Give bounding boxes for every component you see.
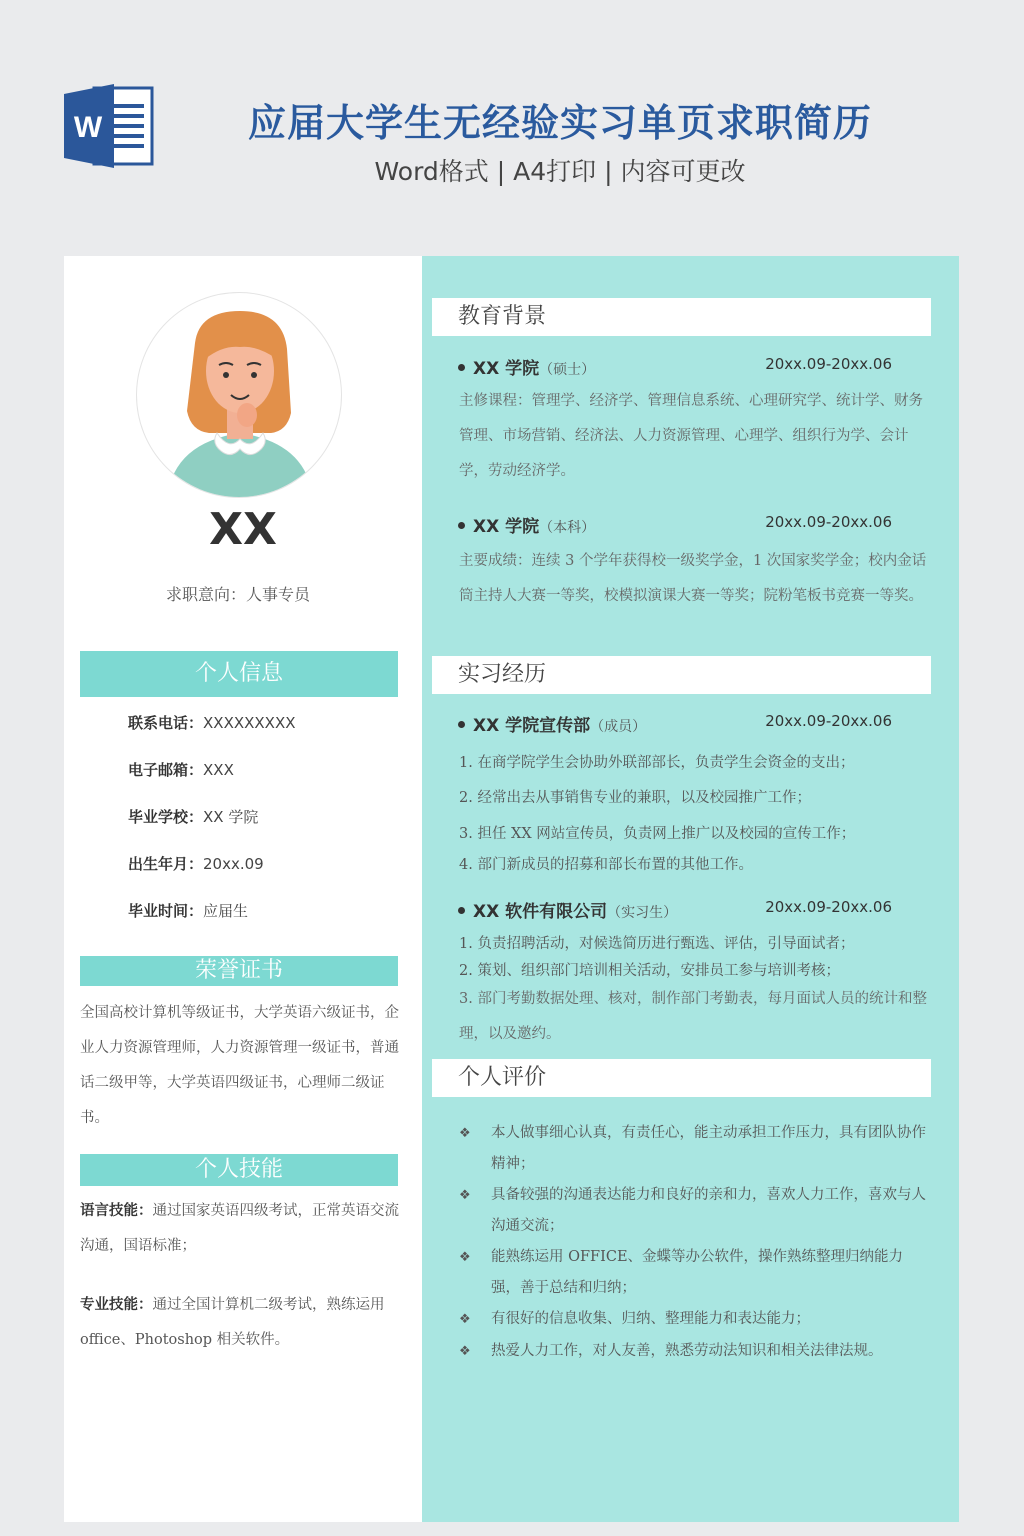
section-title-skills: 个人技能 bbox=[80, 1154, 398, 1186]
diamond-bullet-icon: ❖ bbox=[459, 1126, 471, 1141]
section-title-personal-info: 个人信息 bbox=[80, 651, 398, 697]
education-item-head: XX 学院（本科） 20xx.09-20xx.06 bbox=[458, 512, 898, 537]
education-item-text: 主要成绩：连续 3 个学年获得校一级奖学金，1 次国家奖学金；校内金话筒主持人大赛一等奖，校模拟演课大赛一等奖；院粉笔板书竞赛一等奖。 bbox=[459, 553, 927, 604]
internship-line: 1. 负责招聘活动，对候选简历进行甄选、评估，引导面试者； bbox=[459, 936, 855, 952]
word-document-icon bbox=[64, 82, 156, 170]
internship-line: 3. 部门考勤数据处理、核对，制作部门考勤表，每月面试人员的统计和整理，以及邀约。 bbox=[459, 991, 927, 1042]
internship-line: 2. 经常出去从事销售专业的兼职，以及校园推广工作； bbox=[459, 790, 811, 806]
internship-line: 4. 部门新成员的招募和部长布置的其他工作。 bbox=[459, 857, 753, 873]
skill-language: 语言技能：通过国家英语四级考试，正常英语交流沟通，国语标准； bbox=[80, 1203, 399, 1254]
internship-item-head: XX 学院宣传部（成员） 20xx.09-20xx.06 bbox=[458, 711, 898, 736]
evaluation-item: ❖ 能熟练运用 OFFICE、金蝶等办公软件，操作熟练整理归纳能力强，善于总结和归纳； bbox=[459, 1242, 929, 1304]
section-title-education: 教育背景 bbox=[432, 298, 931, 336]
section-title-honors: 荣誉证书 bbox=[80, 956, 398, 986]
job-intent: 求职意向：人事专员 bbox=[165, 585, 310, 604]
honors-text: 全国高校计算机等级证书，大学英语六级证书，企业人力资源管理师，人力资源管理一级证书，普通话二级甲等，大学英语四级证书，心理师二级证书。 bbox=[80, 1005, 399, 1126]
resume-page bbox=[64, 256, 959, 1522]
avatar bbox=[136, 292, 342, 498]
evaluation-item: ❖ 有很好的信息收集、归纳、整理能力和表达能力； bbox=[459, 1304, 929, 1335]
info-row-graduation: 毕业时间：应届生 bbox=[128, 902, 249, 920]
evaluation-item: ❖ 具备较强的沟通表达能力和良好的亲和力，喜欢人力工作，喜欢与人沟通交流； bbox=[459, 1180, 929, 1242]
svg-text:W: W bbox=[73, 111, 103, 144]
education-item-text: 主修课程：管理学、经济学、管理信息系统、心理研究学、统计学、财务管理、市场营销、经济法、人力资源管理、心理学、组织行为学、会计学，劳动经济学。 bbox=[459, 393, 923, 479]
education-item-head: XX 学院（硕士） 20xx.09-20xx.06 bbox=[458, 354, 898, 379]
section-title-internship: 实习经历 bbox=[432, 656, 931, 694]
info-row-birth: 出生年月：20xx.09 bbox=[128, 855, 264, 873]
diamond-bullet-icon: ❖ bbox=[459, 1250, 471, 1265]
internship-item-head: XX 软件有限公司（实习生） 20xx.09-20xx.06 bbox=[458, 897, 898, 922]
internship-line: 2. 策划、组织部门培训相关活动，安排员工参与培训考核； bbox=[459, 963, 840, 979]
info-row-phone: 联系电话：XXXXXXXXX bbox=[128, 714, 296, 732]
skill-professional: 专业技能：通过全国计算机二级考试，熟练运用 office、Photoshop 相关软件。 bbox=[80, 1297, 385, 1348]
internship-line: 1. 在商学院学生会协助外联部部长，负责学生会资金的支出； bbox=[459, 755, 855, 771]
page-subtitle: Word格式 | A4打印 | 内容可更改 bbox=[374, 157, 746, 186]
internship-line: 3. 担任 XX 网站宣传员，负责网上推广以及校园的宣传工作； bbox=[459, 826, 856, 842]
diamond-bullet-icon: ❖ bbox=[459, 1312, 471, 1327]
evaluation-item: ❖ 热爱人力工作，对人友善，熟悉劳动法知识和相关法律法规。 bbox=[459, 1336, 929, 1367]
candidate-name: XX bbox=[209, 504, 277, 555]
evaluation-item: ❖ 本人做事细心认真，有责任心，能主动承担工作压力，具有团队协作精神； bbox=[459, 1118, 929, 1180]
page-title: 应届大学生无经验实习单页求职简历 bbox=[247, 101, 872, 145]
section-title-self-evaluation: 个人评价 bbox=[432, 1059, 931, 1097]
info-row-email: 电子邮箱：XXX bbox=[128, 761, 234, 779]
diamond-bullet-icon: ❖ bbox=[459, 1188, 471, 1203]
diamond-bullet-icon: ❖ bbox=[459, 1344, 471, 1359]
info-row-school: 毕业学校：XX 学院 bbox=[128, 808, 259, 826]
